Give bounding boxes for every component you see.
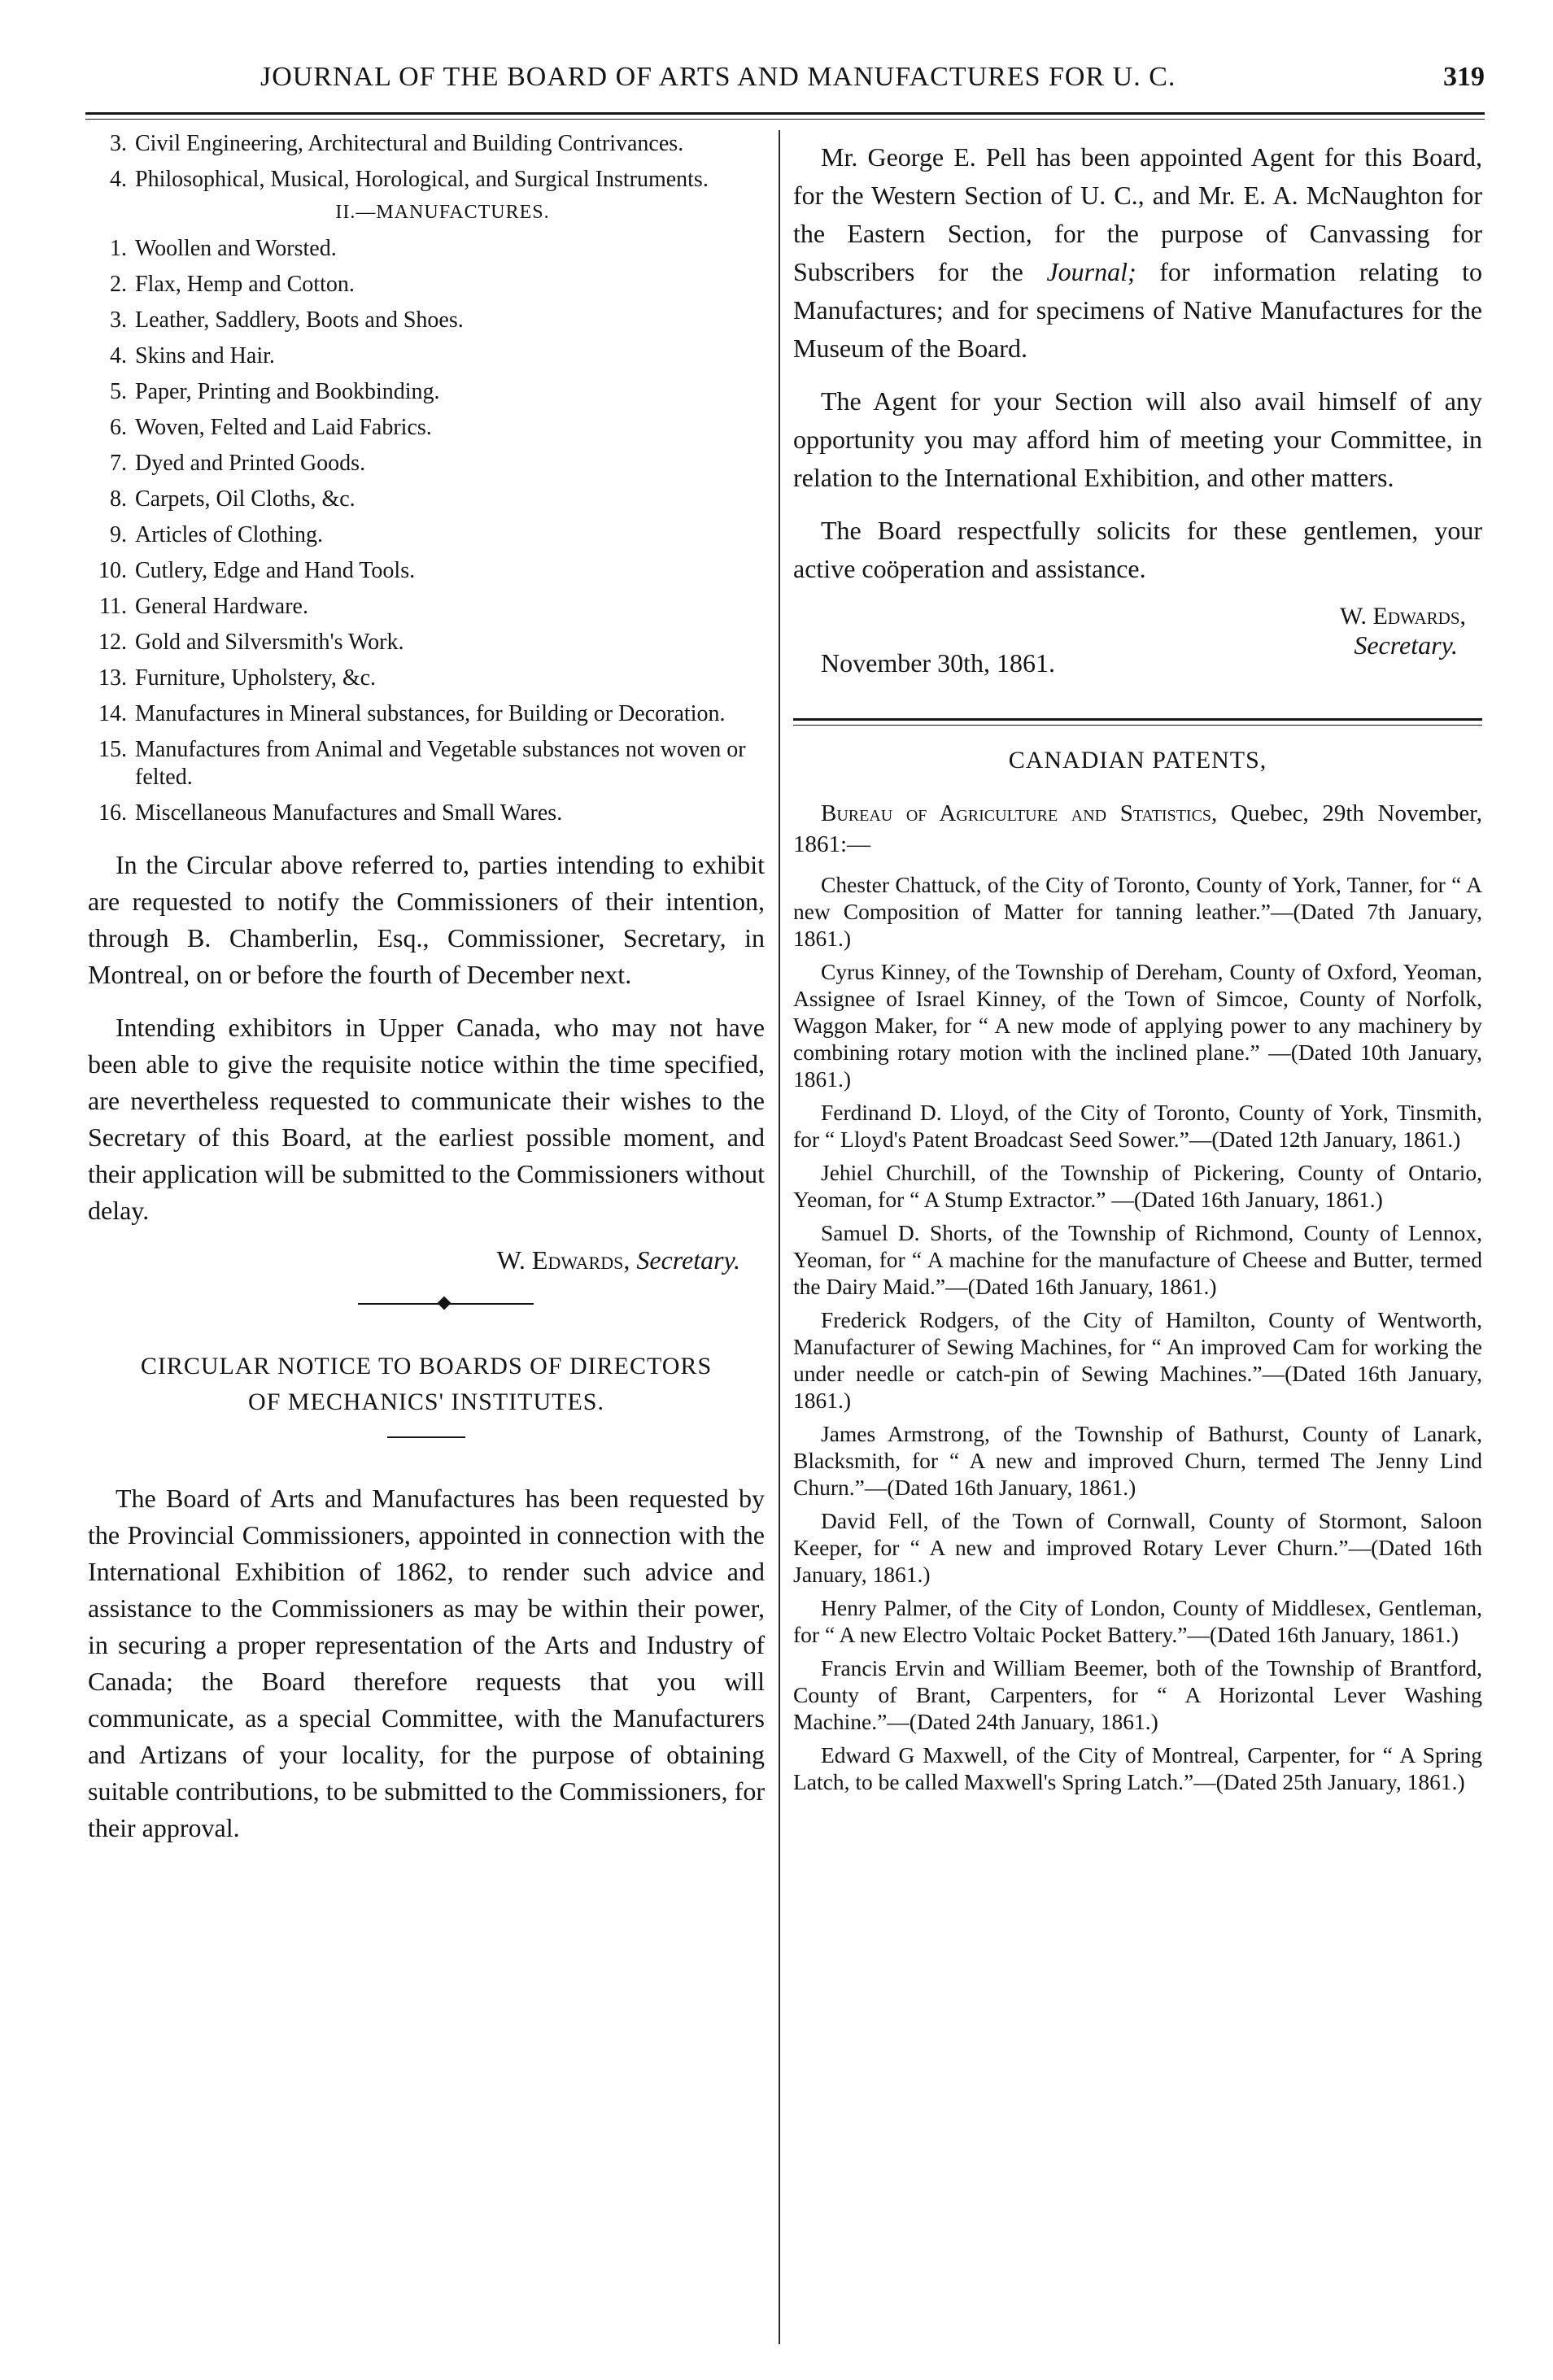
patent-entry: Jehiel Churchill, of the Township of Pickering, County of Ontario, Yeoman, for “ A Stump Extractor.” —(Dated 16th January, 1861.)	[793, 1160, 1482, 1212]
list-item	[88, 486, 765, 513]
bureau-place-date: Quebec, 29th November, 1861:—	[793, 800, 1483, 857]
list-item-text: Flax, Hemp and Cotton.	[135, 272, 355, 297]
section-double-rule	[793, 718, 1482, 726]
patent-entry: Henry Palmer, of the City of London, County of Middlesex, Gentleman, for “ A new Electro Voltaic Pocket Battery.”—(Dated 16th January, 1861.)	[793, 1595, 1482, 1647]
circular-title	[88, 1349, 765, 1420]
list-item	[88, 450, 765, 477]
column-divider	[779, 130, 780, 2344]
journal-title: JOURNAL OF THE BOARD OF ARTS AND MANUFACTURES FOR U. C.	[260, 62, 1176, 92]
header-rule-thick	[85, 112, 1485, 115]
list-item-text: Carpets, Oil Cloths, &c.	[135, 486, 356, 512]
list-item-text: Miscellaneous Manufactures and Small Wares.	[135, 800, 563, 826]
solicitation-paragraph: The Board respectfully solicits for these gentlemen, your active coöperation and assistance.	[793, 516, 1482, 583]
list-item-text: Articles of Clothing.	[135, 522, 323, 547]
list-manufactures	[88, 235, 765, 827]
rule-thick	[793, 718, 1482, 721]
list-item	[88, 307, 765, 334]
list-item-text: Furniture, Upholstery, &c.	[135, 665, 377, 691]
list-item-text: Philosophical, Musical, Horological, and Surgical Instruments.	[135, 167, 709, 192]
list-item-text: Leather, Saddlery, Boots and Shoes.	[135, 307, 464, 333]
signature-name: W. Edwards,	[496, 1245, 630, 1275]
list-item	[88, 166, 765, 194]
patent-entry: Cyrus Kinney, of the Township of Dereham, County of Oxford, Yeoman, Assignee of Israel Kinney, of the Town of Simcoe, County of Norfolk, Waggon Maker, for “ A new mode of applying power to any machinery by combining rotary motion with the inclined plane.” —(Dated 10th January, 1861.)	[793, 959, 1482, 1092]
journal-reference: Journal;	[1046, 257, 1136, 286]
patents-heading: CANADIAN PATENTS,	[1008, 747, 1267, 774]
patent-entry: Frederick Rodgers, of the City of Hamilton, County of Wentworth, Manufacturer of Sewing Machines, for “ An improved Cam for working the under needle or catch-pin of Sewing Machines.”—(Dated 16th January, 1861.)	[793, 1307, 1482, 1413]
page-number: 319	[1443, 62, 1485, 92]
agents-paragraph	[793, 138, 1482, 368]
list-item-text: Manufactures from Animal and Vegetable substances not woven or felted.	[135, 737, 746, 790]
list-item	[88, 378, 765, 406]
list-item	[88, 629, 765, 656]
list-item-text: Manufactures in Mineral substances, for Building or Decoration.	[135, 701, 726, 726]
list-item-number: 9.	[110, 522, 127, 547]
bureau-name: Bureau of Agriculture and Statistics,	[821, 800, 1218, 826]
left-column	[88, 130, 765, 1863]
exhibitors-notice-paragraph: In the Circular above referred to, parties intending to exhibit are requested to notify the Commissioners of their intention, through B. Chamberlin, Esq., Commissioner, Secretary, in Montreal, on or before the fourth of December next.	[88, 850, 765, 989]
running-head	[85, 55, 1485, 101]
bureau-line	[793, 798, 1482, 860]
rule-thin	[793, 725, 1482, 726]
list-item-number: 3.	[110, 131, 127, 156]
list-item	[88, 557, 765, 585]
list-item	[88, 130, 765, 158]
manufactures-heading: II.—MANUFACTURES.	[335, 202, 550, 223]
short-rule	[387, 1436, 465, 1438]
right-column	[793, 130, 1482, 1802]
signature-title: Secretary.	[636, 1245, 740, 1275]
list-item-text: Cutlery, Edge and Hand Tools.	[135, 558, 416, 583]
diamond-icon	[438, 1297, 452, 1310]
letter-date: November 30th, 1861.	[821, 648, 1055, 678]
patent-entry: Edward G Maxwell, of the City of Montreal, Carpenter, for “ A Spring Latch, to be called Maxwell's Spring Latch.”—(Dated 25th January, 1861.)	[793, 1742, 1482, 1794]
patent-entry: David Fell, of the Town of Cornwall, County of Stormont, Saloon Keeper, for “ A new and improved Rotary Lever Churn.”—(Dated 16th January, 1861.)	[793, 1508, 1482, 1587]
date-row	[793, 630, 1482, 695]
signature	[88, 1245, 740, 1275]
list-item-number: 12.	[98, 630, 127, 655]
list-item-number: 16.	[98, 800, 127, 826]
circular-title-line-2: OF MECHANICS' INSTITUTES.	[248, 1388, 604, 1415]
list-item-number: 4.	[110, 167, 127, 192]
list-item	[88, 665, 765, 692]
agent-avail-paragraph: The Agent for your Section will also avail himself of any opportunity you may afford him of meeting your Committee, in relation to the International Exhibition, and other matters.	[793, 386, 1482, 492]
list-instruments	[88, 130, 765, 194]
list-item-number: 8.	[110, 486, 127, 512]
list-item-text: Woollen and Worsted.	[135, 236, 337, 261]
patent-entry: Francis Ervin and William Beemer, both of the Township of Brantford, County of Brant, Carpenters, for “ A Horizontal Lever Washing Machine.”—(Dated 24th January, 1861.)	[793, 1655, 1482, 1734]
list-item-number: 2.	[110, 272, 127, 297]
list-item-text: Dyed and Printed Goods.	[135, 451, 366, 476]
patent-entry: Samuel D. Shorts, of the Township of Richmond, County of Lennox, Yeoman, for “ A machine for the manufacture of Cheese and Butter, termed the Dairy Maid.”—(Dated 16th January, 1861.)	[793, 1220, 1482, 1299]
agents-text-start: Mr. George E. Pell has been appointed Agent for this Board, for the Western Section of U. C., and Mr. E. A. McNaughton for the Eastern Section, for the purpose of Canvassing for Subscribers for the	[793, 142, 1482, 286]
list-item	[88, 700, 765, 728]
list-item-text: Gold and Silversmith's Work.	[135, 630, 404, 655]
patent-entry: Chester Chattuck, of the City of Toronto, County of York, Tanner, for “ A new Composition of Matter for tanning leather.”—(Dated 7th January, 1861.)	[793, 872, 1482, 951]
list-item-text: Paper, Printing and Bookbinding.	[135, 379, 440, 404]
list-item-text: Skins and Hair.	[135, 343, 275, 368]
upper-canada-paragraph: Intending exhibitors in Upper Canada, who may not have been able to give the requisite notice within the time specified, are nevertheless requested to communicate their wishes to the Secretary of this Board, at the earliest possible moment, and their application will be submitted to the Commissioners without delay.	[88, 1013, 765, 1225]
ornament-divider	[88, 1292, 765, 1316]
list-item-number: 13.	[98, 665, 127, 691]
circular-body-paragraph: The Board of Arts and Manufactures has been requested by the Provincial Commissioners, appointed in connection with the International Exhibition of 1862, to render such advice and assistance to the Commissioners as may be within their power, in securing a proper representation of the Arts and Industry of Canada; the Board therefore requests that you will communicate, as a special Committee, with the Manufacturers and Artizans of your locality, for the purpose of obtaining suitable contributions, to be submitted to the Commissioners, for their approval.	[88, 1484, 765, 1842]
list-item-number: 7.	[110, 451, 127, 476]
patent-entry: Ferdinand D. Lloyd, of the City of Toronto, County of York, Tinsmith, for “ Lloyd's Patent Broadcast Seed Sower.”—(Dated 12th January, 1861.)	[793, 1100, 1482, 1152]
list-item-number: 11.	[99, 594, 127, 619]
list-item-number: 10.	[98, 558, 127, 583]
list-item-number: 5.	[110, 379, 127, 404]
list-item	[88, 593, 765, 621]
signature-name: W. Edwards,	[1339, 603, 1466, 630]
list-item	[88, 736, 765, 791]
list-item	[88, 521, 765, 549]
list-item	[88, 414, 765, 442]
list-item-number: 14.	[98, 701, 127, 726]
list-item	[88, 271, 765, 299]
agents-text-end: for information relating to Manufactures; and for specimens of Native Manufactures for the Museum of the Board.	[793, 257, 1483, 363]
list-item-number: 6.	[110, 415, 127, 440]
list-item-text: General Hardware.	[135, 594, 308, 619]
list-item-number: 1.	[110, 236, 127, 261]
list-item	[88, 342, 765, 370]
patent-entry: James Armstrong, of the Township of Bathurst, County of Lanark, Blacksmith, for “ A new and improved Churn, termed The Jenny Lind Churn.”—(Dated 16th January, 1861.)	[793, 1421, 1482, 1500]
header-rule-thin	[85, 119, 1485, 120]
circular-title-line-1: CIRCULAR NOTICE TO BOARDS OF DIRECTORS	[140, 1353, 713, 1380]
list-item-text: Civil Engineering, Architectural and Building Contrivances.	[135, 131, 684, 156]
list-item	[88, 235, 765, 263]
list-item-number: 3.	[110, 307, 127, 333]
list-item-number: 15.	[98, 737, 127, 762]
list-item	[88, 800, 765, 827]
list-item-number: 4.	[110, 343, 127, 368]
signature-title: Secretary.	[1354, 630, 1458, 660]
signature-name-right	[793, 603, 1466, 630]
list-item-text: Woven, Felted and Laid Fabrics.	[135, 415, 432, 440]
